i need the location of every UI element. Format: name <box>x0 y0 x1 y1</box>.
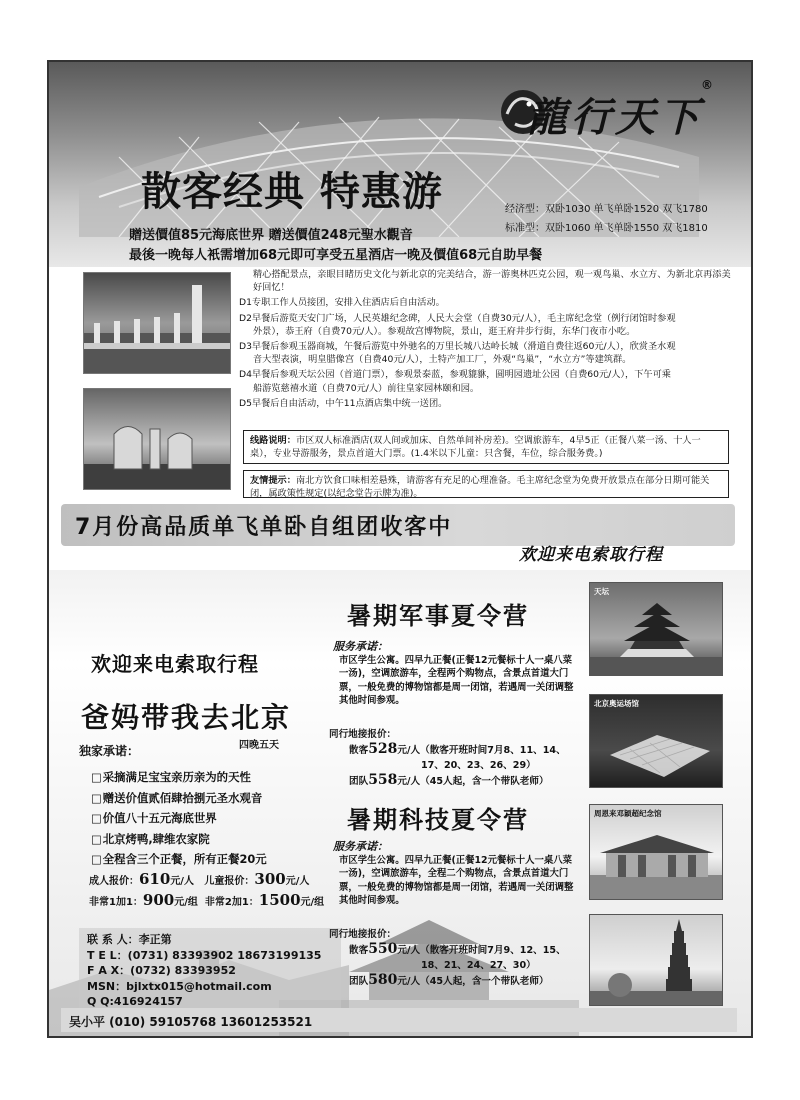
list-item: □ 价值八十五元海底世界 <box>91 808 267 829</box>
july-subline: 欢迎来电索取行程 <box>519 545 663 565</box>
list-item: □ 北京烤鸭,肆维农家院 <box>91 829 267 850</box>
pricing-row-1: 成人报价：610元/人 儿童报价：300元/人 <box>89 870 310 888</box>
camp-price-label: 同行地接报价： <box>329 729 397 740</box>
price-box <box>505 200 708 238</box>
promo-line-gifts: 贈送價值85元海底世界 贈送價值248元聖水觀音 <box>129 228 413 243</box>
science-camp-body: 市区学生公寓。四早九正餐(正餐12元餐标十人一桌八菜一汤)，空调旅游车，全程二个购物点，含景点首道大门票，一般免费的博物馆都是周一闭馆，若遇周一关闭调整其他时间参观。 <box>339 855 574 907</box>
yuanmingyuan-ruins-photo <box>83 388 231 490</box>
registered-mark: ® <box>701 78 713 92</box>
exclusive-label: 独家承诺： <box>79 744 140 758</box>
service-label: 服务承诺： <box>333 840 388 853</box>
itinerary-text <box>239 268 735 412</box>
marble-bridge-photo <box>83 272 231 374</box>
price-line-standard: 标准型：双卧1060 单飞单卧1550 双飞1810 <box>505 223 708 234</box>
military-camp-prices: 散客528元/人（散客开班时间7月8、11、14、 17、20、23、26、29） 团队558元/人（45人起，含一个带队老师） <box>349 741 566 788</box>
science-camp-prices: 散客550元/人（散客开班时间7月9、12、15、 18、21、24、27、30） 团队580元/人（45人起，含一个带队老师） <box>349 941 566 988</box>
pagoda-photo <box>589 914 723 1006</box>
list-item: □ 全程含三个正餐，所有正餐20元 <box>91 849 267 870</box>
camp-price-label: 同行地接报价： <box>329 929 397 940</box>
olympic-venue-photo <box>589 694 723 788</box>
military-camp-title: 暑期军事夏令营 <box>347 601 529 630</box>
brand-logo-text: 龍行天下 <box>527 94 703 141</box>
family-tour-title: 爸妈带我去北京 <box>81 701 292 734</box>
welcome-heading: 欢迎来电索取行程 <box>91 652 259 676</box>
contact-tel: T E L：(0731) 83393902 18673199135 <box>87 948 322 962</box>
photo-caption: 天坛 <box>594 587 609 596</box>
itinerary-day4: D4早餐后参观天坛公园（首道门票），参观景泰蓝，参观貔貅，圆明园遗址公园（自费60元/人），下午可乘 船游览慈禧水道（自费70元/人）前往皇家园林颐和园。 <box>239 369 671 394</box>
itinerary-day3: D3早餐后参观玉器商城，午餐后游览中外驰名的万里长城八达岭长城（滑道自费往返60元/人），欣赏圣水观 音大型表演，明皇腊像宫（自费40元/人），土特产加工厂，外观“鸟巢”，“水立方”等建筑群。 <box>239 341 676 366</box>
photo-caption: 北京奥运场馆 <box>594 699 639 708</box>
contact-fax: F A X：(0732) 83393952 <box>87 964 236 977</box>
page-title: 散客经典 特惠游 <box>141 169 443 215</box>
route-note-box <box>243 430 729 464</box>
tiantan-photo <box>589 582 723 676</box>
july-headline: 7月份高品质单飞单卧自组团收客中 <box>75 515 453 540</box>
science-camp-title: 暑期科技夏令营 <box>347 805 529 834</box>
itinerary-day1: D1专职工作人员接团，安排入住酒店后自由活动。 <box>239 297 445 309</box>
price-line-economy: 经济型：双卧1030 单飞单卧1520 双飞1780 <box>505 204 708 215</box>
tip-note-box <box>243 470 729 498</box>
itinerary-intro: 精心搭配景点，亲眼目睹历史文化与新北京的完美结合，游一游奥林匹克公园，观一观鸟巢、水立方、为新北京再添美好回忆！ <box>253 269 731 294</box>
list-item: □ 赠送价值贰佰肆拾捌元圣水观音 <box>91 788 267 809</box>
military-camp-body: 市区学生公寓。四早九正餐(正餐12元餐标十人一桌八菜一汤)，空调旅游车，全程两个购物点，含景点首道大门票，一般免费的博物馆都是周一闭馆，若遇周一关闭调整其他时间参观。 <box>339 655 574 707</box>
itinerary-day5: D5早餐后自由活动，中午11点酒店集中统一送团。 <box>239 397 448 409</box>
memorial-hall-photo <box>589 804 723 900</box>
contact-person: 联 系 人：李正第 <box>87 933 172 946</box>
promo-line-hotel: 最後一晚每人衹需增加68元即可享受五星酒店一晚及價值68元自助早餐 <box>129 248 543 263</box>
photo-caption: 周恩来邓颖超纪念馆 <box>594 809 662 818</box>
promise-list <box>91 767 267 870</box>
contact-qq: Q Q:416924157 <box>87 995 183 1008</box>
poster-frame <box>47 60 753 1038</box>
pricing-row-2: 非常1加1：900元/组 非常2加1：1500元/组 <box>89 891 325 909</box>
route-label: 线路说明： <box>250 435 296 446</box>
top-banner <box>49 62 751 267</box>
bottom-contact-text: 吴小平 (010) 59105768 13601253521 <box>69 1015 313 1029</box>
tour-duration: 四晚五天 <box>239 740 279 751</box>
tip-text: 南北方饮食口味相差悬殊，请游客有充足的心理准备。毛主席纪念堂为免费开放景点在部分日期可能关闭，属政策性规定(以纪念堂告示牌为准)。 <box>250 475 710 499</box>
contact-msn[interactable]: MSN：bjlxtx015@hotmail.com <box>87 979 272 993</box>
route-text: 市区双人标准酒店(双人间或加床、自然单间补房差)。空调旅游车，4早5正（正餐八菜一汤、十人一桌），专业导游服务，景点首道大门票。(1.4米以下儿童：只含餐，车位，综合服务费。) <box>250 435 701 459</box>
service-label: 服务承诺： <box>333 640 388 653</box>
tip-label: 友情提示： <box>250 475 296 486</box>
list-item: □ 采摘满足宝宝亲历亲为的天性 <box>91 767 267 788</box>
family-pricing <box>89 870 324 912</box>
contact-info <box>87 932 321 1010</box>
itinerary-day2: D2早餐后游览天安门广场，人民英雄纪念碑，人民大会堂（自费30元/人），毛主席纪念堂（例行闭馆时参观 外景），恭王府（自费70元/人）。参观故宫博物院，景山，逛王府井步行街，东华门夜市小吃。 <box>239 312 676 337</box>
